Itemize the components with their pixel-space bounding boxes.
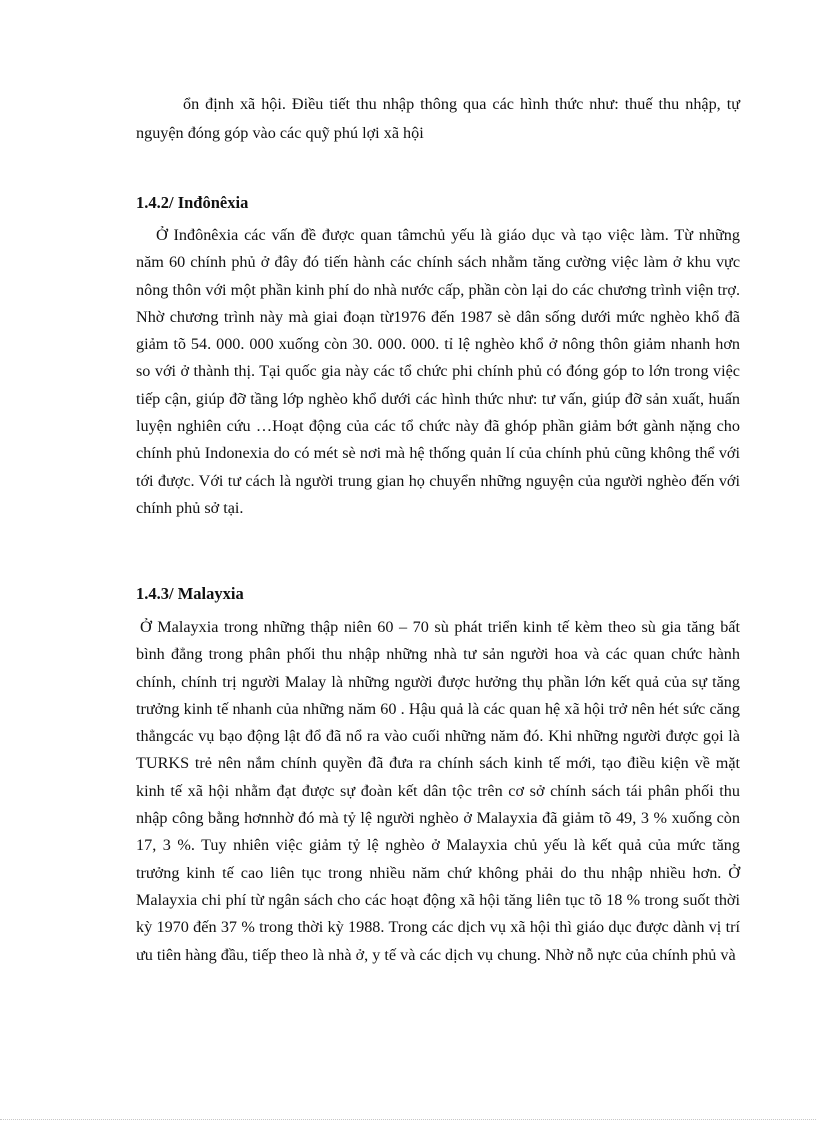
section-heading-malaysia: 1.4.3/ Malayxia [136, 584, 244, 603]
intro-paragraph: ổn định xã hội. Điều tiết thu nhập thông qua các hình thức như: thuế thu nhập, tự nguyện đóng góp vào các quỹ phú lợi xã hội [136, 95, 740, 142]
page-bottom-divider [0, 1119, 816, 1120]
section-body-indonesia: Ở Inđônêxia các vấn đề được quan tâmchủ yếu là giáo dục và tạo việc làm. Từ những năm 60 chính phủ ở đây đó tiến hành các chính sách nhằm tăng cường việc làm ở khu vực nông thôn với một phần kinh phí do nhà nước cấp, phần còn lại do các chương trình viện trợ. Nhờ chương trình này mà giai đoạn từ1976 đến 1987 sè dân sống dưới mức nghèo khổ đã giảm tõ 54. 000. 000 xuống còn 30. 000. 000. tỉ lệ nghèo khổ ở nông thôn giảm nhanh hơn so với ở thành thị. Tại quốc gia này các tổ chức phi chính phủ có đóng góp to lớn trong việc tiếp cận, giúp đỡ tầng lớp nghèo khổ dưới các hình thức như: tư vấn, giúp đỡ sản xuất, huấn luyện nghiên cứu …Hoạt động của các tổ chức này đã ghóp phần giảm bớt gành nặng cho chính phủ Indonexia do có mét sè nơi mà hệ thống quản lí của chính phủ cũng không thể với tới được. Với tư cách là người trung gian họ chuyển những nguyện của người nghèo đến với chính phủ sở tại. [136, 226, 740, 517]
section-heading-indonesia: 1.4.2/ Inđônêxia [136, 193, 249, 212]
section-body-malaysia: Ở Malayxia trong những thập niên 60 – 70 sù phát triển kinh tế kèm theo sù gia tăng bất bình đẳng trong phân phối thu nhập những nhà tư sản người hoa và các quan chức hành chính, chính trị người Malay là những người được hưởng thụ phần lớn kết quả của sự tăng trưởng kinh tế nhanh của những năm 60 . Hậu quả là các quan hệ xã hội trở nên hét sức căng thẳngcác vụ bạo động lật đổ đã nổ ra vào cuối những năm đó. Khi những người được gọi là TURKS trẻ nên nắm chính quyền đã đưa ra chính sách kinh tế mới, tạo điều kiện về mặt kinh tế xã hội nhằm đạt được sự đoàn kết dân tộc trên cơ sở chính sách tái phân phối thu nhập công bằng hơnnhờ đó mà tỷ lệ người nghèo ở Malayxia đã giảm tõ 49, 3 % xuống còn 17, 3 %. Tuy nhiên việc giảm tỷ lệ nghèo ở Malayxia chủ yếu là kết quả của mức tăng trưởng kinh tế cao liên tục trong nhiều năm chứ không phải do thu nhập nhiều hơn. Ở Malayxia chi phí từ ngân sách cho các hoạt động xã hội tăng liên tục tõ 18 % trong suốt thời kỳ 1970 đến 37 % trong thời kỳ 1988. Trong các dịch vụ xã hội thì giáo dục được dành vị trí ưu tiên hàng đầu, tiếp theo là nhà ở, y tế và các dịch vụ chung. Nhờ nỗ nực của chính phủ và [136, 618, 740, 964]
